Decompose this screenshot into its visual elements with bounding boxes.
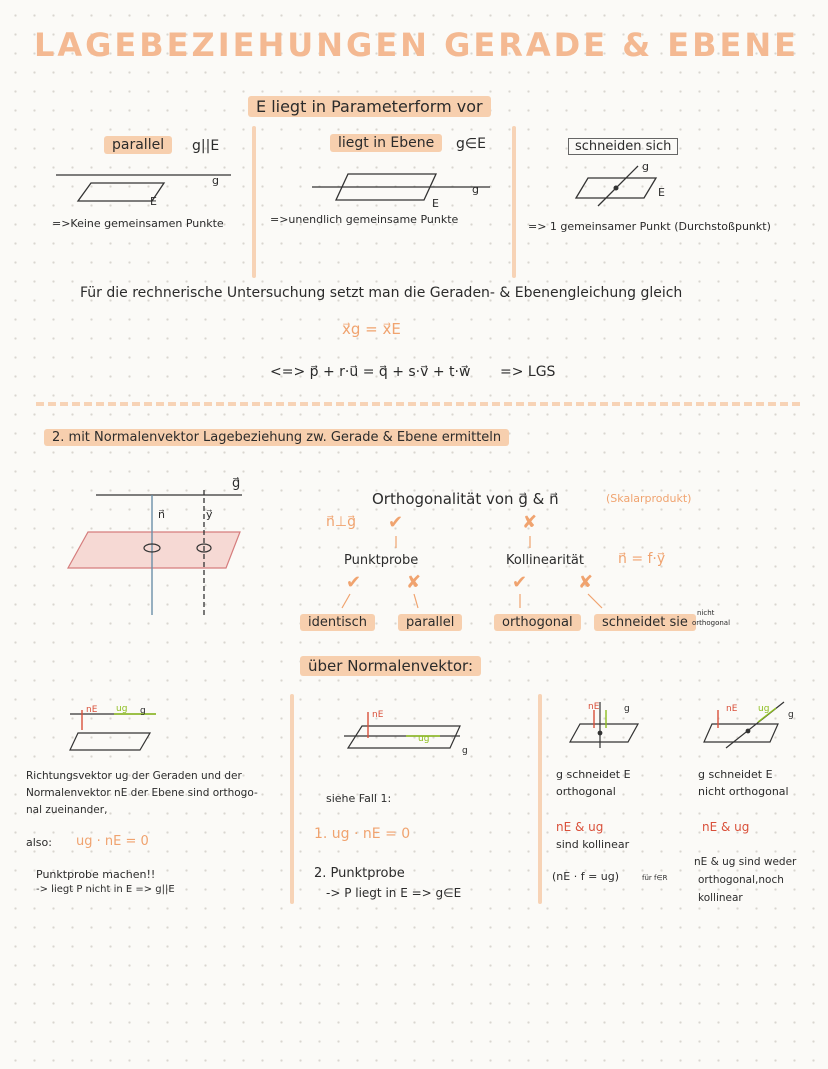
case-d-text-line: nicht orthogonal [698,785,789,798]
case-intersect-result: => 1 gemeinsamer Punkt (Durchstoßpunkt) [528,220,771,233]
g-label: g [140,706,146,716]
divider [538,694,542,904]
cross-icon: ✘ [578,572,594,593]
leaf-intersect: schneidet sie [594,614,696,631]
g-label: g [788,710,794,720]
plane-label: E [432,197,439,210]
g-vector-label: g⃗ [232,476,241,491]
via-normal-heading: über Normalenvektor: [300,656,481,676]
case-d-note-line: nE & ug sind weder [694,856,797,868]
perpendicular-label: n⃗⊥g⃗ [326,514,356,530]
leaf-identical: identisch [300,614,375,631]
case-b-intro: siehe Fall 1: [326,792,392,805]
case-b-item2: 2. Punktprobe [314,866,405,881]
ug-label: ug [758,704,770,714]
tree-arrows [380,534,580,552]
plane-label: E [658,186,665,199]
case-a-text-line: nal zueinander, [26,804,108,816]
case-a-also: also: [26,836,52,849]
n-vector-label: n⃗ [158,508,165,521]
case-d-pair: nE & ug [702,820,750,834]
case-c-collinear-pair: nE & ug [556,820,604,834]
method-text: Für die rechnerische Untersuchung setzt man die Geraden- & Ebenengleichung gleich [80,285,683,301]
y-vector-label: y⃗ [206,508,213,521]
check-icon: ✔ [346,572,362,593]
case-d-diagram [698,700,808,750]
case-d-note-line: orthogonal,noch [698,874,784,886]
normal-vector-diagram [60,470,260,620]
divider [290,694,294,904]
divider [252,126,256,278]
tree-arrows [330,592,620,612]
line-label: g [212,174,219,187]
line-label: g [642,160,649,173]
case-intersect-label: schneiden sich [568,138,678,155]
ug-label: ug [418,734,430,744]
parallel-diagram [56,165,236,215]
case-d-note-line: kollinear [698,892,743,904]
equation-result: => LGS [500,364,556,380]
case-c-formula: (nE · f = ug) [552,870,620,883]
case-a-text-line: Normalenvektor nE der Ebene sind orthogo- [26,787,258,799]
leaf-note-top: nicht [697,609,715,617]
case-a-step-result: -> liegt P nicht in E => g||E [36,884,175,895]
case-b-diagram [340,708,480,758]
case-parallel-result: =>Keine gemeinsamen Punkte [52,217,224,230]
check-icon: ✔ [512,572,528,593]
case-a-formula: ug · nE = 0 [76,834,149,849]
g-label: g [462,746,468,756]
ne-label: nE [372,710,384,720]
case-c-text-line: g schneidet E [556,768,631,781]
case-a-text-line: Richtungsvektor ug der Geraden und der [26,770,242,782]
case-parallel-notation: g||E [192,138,220,154]
case-in-plane-label: liegt in Ebene [330,134,442,152]
tree-root: Orthogonalität von g⃗ & n⃗ [372,490,559,508]
g-label: g [624,704,630,714]
ne-label: nE [726,704,738,714]
tree-root-note: (Skalarprodukt) [606,492,692,505]
divider [512,126,516,278]
case-c-text-line: orthogonal [556,785,616,798]
case-b-item2-result: -> P liegt in E => g∈E [326,886,462,900]
case-c-collinear: sind kollinear [556,838,630,851]
case-parallel-label: parallel [104,136,172,154]
tree-right-formula: n⃗ = f·y⃗ [618,551,666,567]
tree-left-child: Punktprobe [344,553,419,568]
ne-label: nE [588,702,600,712]
check-icon: ✔ [388,512,404,533]
section2-heading: 2. mit Normalenvektor Lagebeziehung zw. Gerade & Ebene ermitteln [44,429,509,446]
intersect-diagram [568,160,678,210]
case-in-plane-result: =>unendlich gemeinsame Punkte [270,213,459,226]
plane-label: E [150,195,157,208]
section1-heading: E liegt in Parameterform vor [248,96,491,117]
cross-icon: ✘ [522,512,538,533]
line-label: g [472,183,479,196]
case-c-diagram [566,700,646,750]
leaf-orthogonal: orthogonal [494,614,581,631]
leaf-note-bottom: orthogonal [692,619,731,627]
tree-right-child: Kollinearität [506,553,584,568]
leaf-parallel: parallel [398,614,462,631]
case-b-item1: 1. ug · nE = 0 [314,826,411,842]
case-d-text-line: g schneidet E [698,768,773,781]
ne-label: nE [86,705,98,715]
case-in-plane-notation: g∈E [456,136,486,152]
section-separator [36,402,800,406]
case-c-formula-note: für f∈R [642,874,668,882]
cross-icon: ✘ [406,572,422,593]
equation-set-equal: x⃗g = x⃗E [342,320,401,338]
case-a-step: Punktprobe machen!! [36,868,156,881]
ug-label: ug [116,704,128,714]
page-title: LAGEBEZIEHUNGEN GERADE & EBENE [34,26,799,64]
equation-expanded: <=> p⃗ + r·u⃗ = q⃗ + s·v⃗ + t·w⃗ [270,364,471,380]
